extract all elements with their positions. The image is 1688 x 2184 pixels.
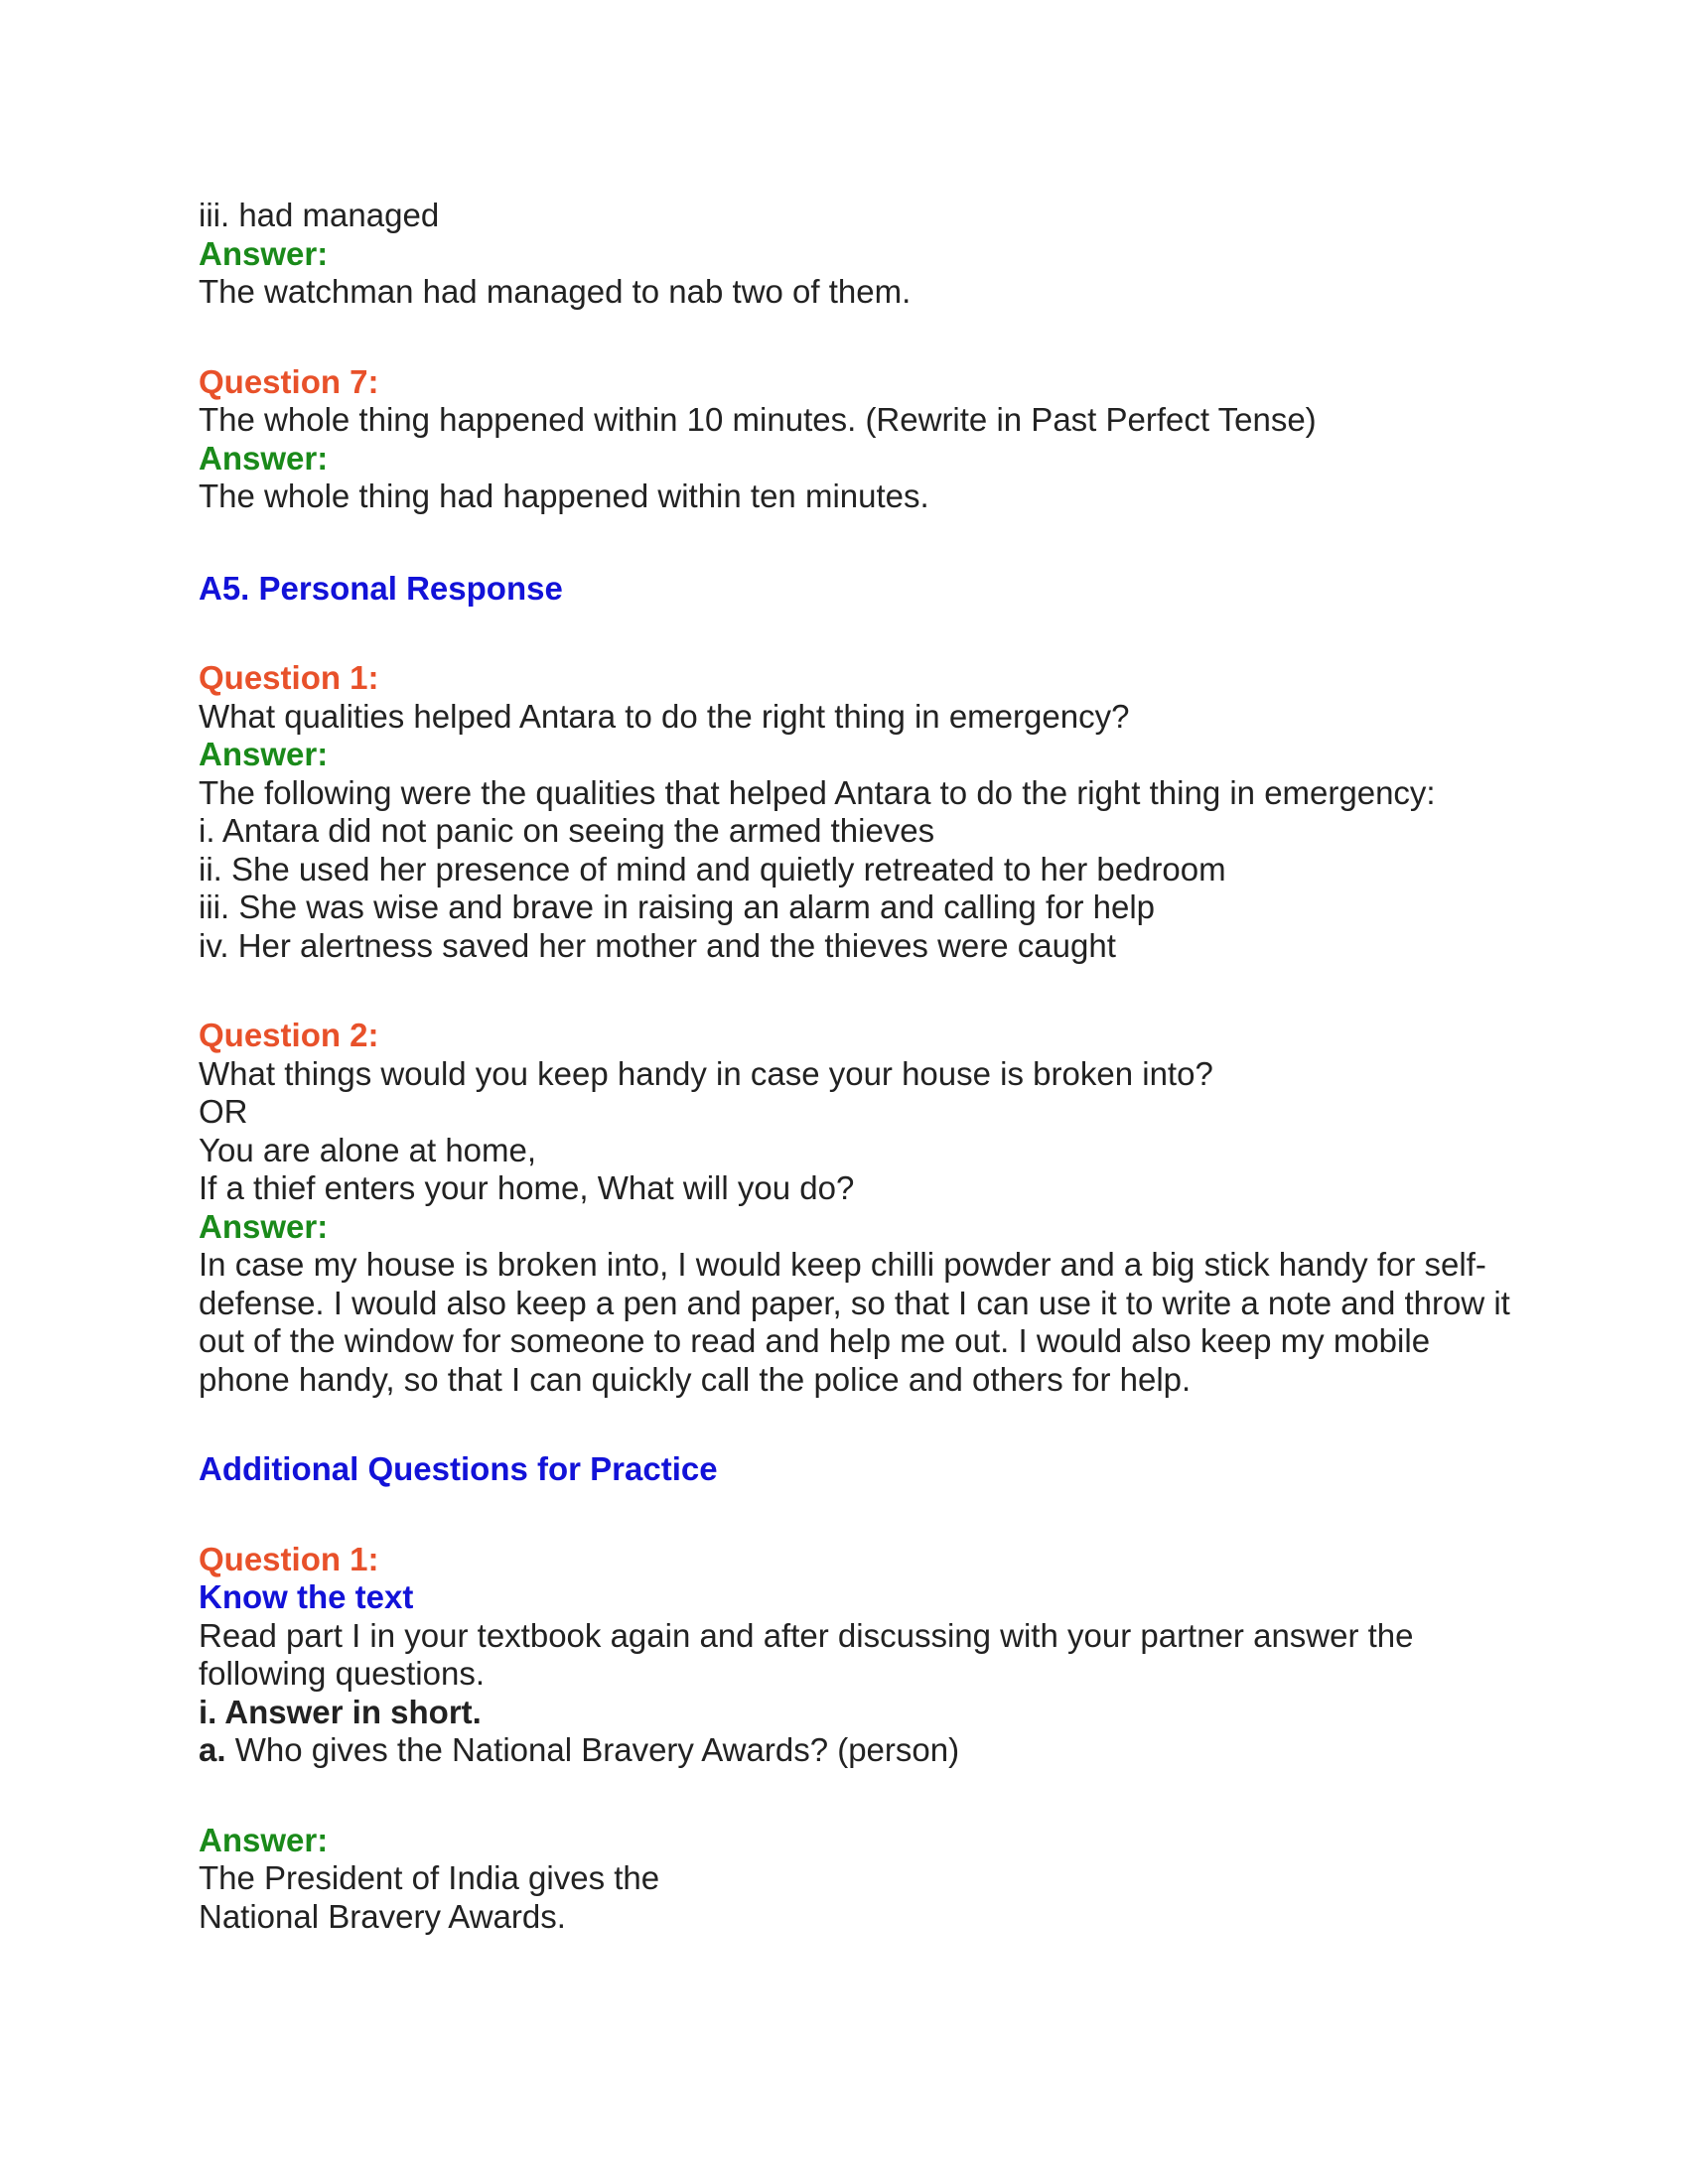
subheading: Know the text [199,1578,414,1615]
question-label: Question 2: [199,1017,379,1053]
answer-text: National Bravery Awards. [199,1897,566,1935]
question-text: What things would you keep handy in case your house is broken into? [199,1054,1213,1092]
question-text: What qualities helped Antara to do the right thing in emergency? [199,697,1130,735]
answer-text: The President of India gives the [199,1859,660,1896]
question-item [199,1731,1519,1770]
alt-question-text: You are alone at home, [199,1131,537,1168]
answer-point: i. Antara did not panic on seeing the armed thieves [199,812,935,849]
or-separator: OR [199,1093,248,1130]
answer-point: ii. She used her presence of mind and quietly retreated to her bedroom [199,850,1226,887]
answer-intro: The following were the qualities that helped Antara to do the right thing in emergency: [199,773,1436,811]
answer-label: Answer: [199,1821,329,1858]
answer-point: iv. Her alertness saved her mother and the thieves were caught [199,926,1116,964]
part-label: i. Answer in short. [199,1693,482,1730]
answer-text: The watchman had managed to nab two of them. [199,273,912,310]
answer-label: Answer: [199,1207,329,1245]
document-page [199,197,1519,1936]
instruction-text: Read part I in your textbook again and after discussing with your partner answer the following questions. [199,1616,1414,1692]
section-heading: A5. Personal Response [199,569,563,607]
option-text: iii. had managed [199,197,440,233]
item-marker: a. [199,1731,226,1768]
alt-question-text: If a thief enters your home, What will you do? [199,1169,855,1206]
section-heading: Additional Questions for Practice [199,1450,718,1487]
item-text: Who gives the National Bravery Awards? (person) [225,1731,960,1768]
answer-text: The whole thing had happened within ten minutes. [199,478,929,514]
question-label: Question 7: [199,362,379,400]
answer-point: iii. She was wise and brave in raising an alarm and calling for help [199,888,1156,925]
answer-label: Answer: [199,439,329,477]
answer-label: Answer: [199,736,329,772]
answer-paragraph: In case my house is broken into, I would keep chilli powder and a big stick handy for self-defense. I would also keep a pen and paper, so that I can use it to write a note and throw it out of the window for someone to read and help me out. I would also keep my mobile phone handy, so that I can quickly call the police and others for help. [199,1246,1510,1398]
question-text: The whole thing happened within 10 minutes. (Rewrite in Past Perfect Tense) [199,401,1317,438]
question-label: Question 1: [199,659,379,696]
question-label: Question 1: [199,1540,379,1577]
answer-label: Answer: [199,234,329,272]
